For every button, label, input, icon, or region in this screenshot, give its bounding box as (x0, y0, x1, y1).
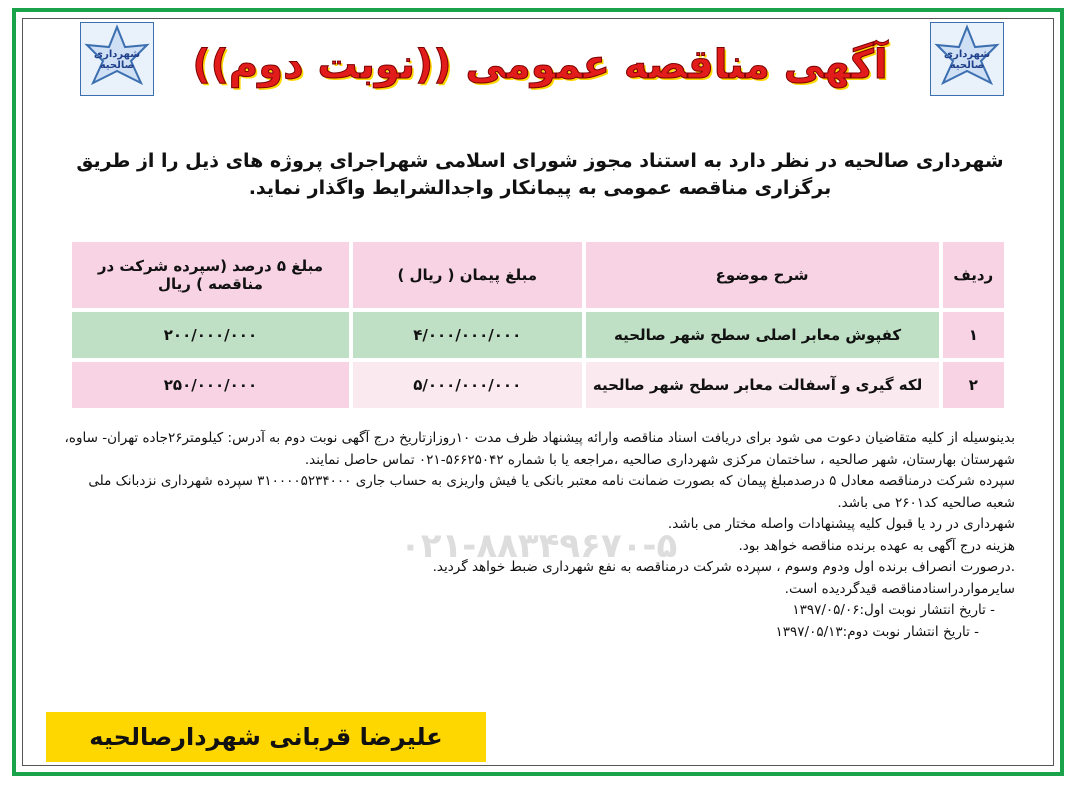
body-paragraph: سپرده شرکت درمناقصه معادل ۵ درصدمبلغ پیمان که بصورت ضمانت نامه معتبر بانکی یا فیش واریزی به حساب جاری ۳۱۰۰۰۰۵۲۳۴۰۰۰ سپرده شهرداری نزدبانک ملی شعبه صالحیه کد۲۶۰۱ می باشد. (88, 473, 1015, 511)
body-paragraph: بدینوسیله از کلیه متقاضیان دعوت می شود برای دریافت اسناد مناقصه وارائه پیشنهاد ظرف مدت ۱۰روزازتاریخ درج آگهی نوبت دوم به آدرس: کیلومتر۲۶جاده تهران- ساوه، شهرستان بهارستان، شهر صالحیه ، ساختمان مرکزی شهرداری صالحیه ،مراجعه یا با شماره ۵۶۶۲۵۰۴۲-۰۲۱ تماس حاصل نمایند. (64, 430, 1015, 468)
body-paragraph: سایرمواردراسنادمناقصه قیدگردیده است. (784, 580, 1015, 597)
body-paragraph: .درصورت انصراف برنده اول ودوم وسوم ، سپرده شرکت درمناقصه به نفع شهرداری ضبط خواهد گردید. (432, 559, 1015, 575)
logo-text: شهرداری صالحیه (93, 49, 141, 71)
second-publication-date: - تاریخ انتشار نوبت دوم:۱۳۹۷/۰۵/۱۳ (775, 623, 979, 640)
signature-box: علیرضا قربانی شهردارصالحیه (46, 712, 486, 762)
header-description: شرح موضوع (586, 242, 939, 308)
cell-contract-amount: ۵/۰۰۰/۰۰۰/۰۰۰ (353, 362, 582, 408)
notice-body (60, 428, 1015, 643)
cell-contract-amount: ۴/۰۰۰/۰۰۰/۰۰۰ (353, 312, 582, 358)
header-deposit-amount: مبلغ ۵ درصد (سپرده شرکت در مناقصه ) ریال (72, 242, 349, 308)
phone-watermark: ۰۲۱-۸۸۳۴۹۶۷۰-۵ (400, 526, 678, 566)
projects-table (68, 238, 1008, 412)
cell-deposit-amount: ۲۵۰/۰۰۰/۰۰۰ (72, 362, 349, 408)
body-paragraph: شهرداری در رد یا قبول کلیه پیشنهادات واصله مختار می باشد. (667, 516, 1015, 532)
cell-description: لکه گیری و آسفالت معابر سطح شهر صالحیه (586, 362, 939, 408)
table-row (72, 312, 1004, 358)
header-row-number: ردیف (943, 242, 1004, 308)
first-publication-date: - تاریخ انتشار نوبت اول:۱۳۹۷/۰۵/۰۶ (792, 602, 995, 618)
body-paragraph: هزینه درج آگهی به عهده برنده مناقصه خواهد بود. (738, 537, 1015, 554)
logo-text: شهرداری صالحیه (943, 49, 991, 71)
salehieh-logo-right (930, 22, 1004, 96)
salehieh-logo-left (80, 22, 154, 96)
cell-row-number: ۱ (943, 312, 1004, 358)
intro-paragraph: شهرداری صالحیه در نظر دارد به استناد مجوز شورای اسلامی شهراجرای پروژه های ذیل را از طریق برگزاری مناقصه عمومی به پیمانکار واجدالشرایط واگذار نماید. (76, 150, 1004, 199)
cell-row-number: ۲ (943, 362, 1004, 408)
table-row (72, 362, 1004, 408)
header-contract-amount: مبلغ پیمان ( ریال ) (353, 242, 582, 308)
cell-description: کفپوش معابر اصلی سطح شهر صالحیه (586, 312, 939, 358)
cell-deposit-amount: ۲۰۰/۰۰۰/۰۰۰ (72, 312, 349, 358)
table-header-row (72, 242, 1004, 308)
notice-title: آگهی مناقصه عمومی ((نوبت دوم)) (192, 42, 888, 88)
